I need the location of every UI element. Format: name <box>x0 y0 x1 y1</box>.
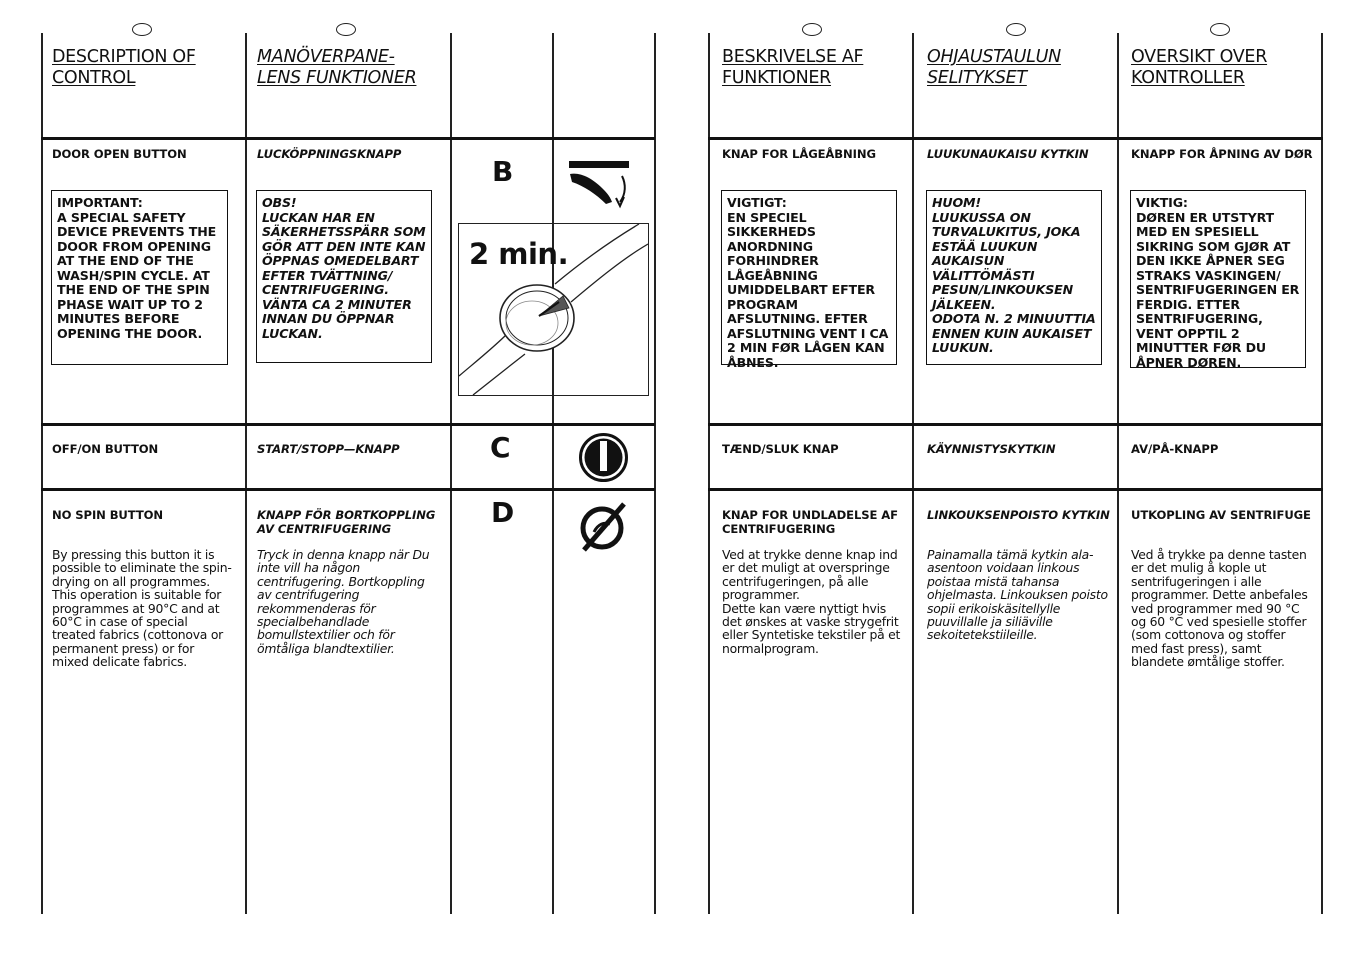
onoff-heading-en: OFF/ON BUTTON <box>52 442 159 456</box>
nospin-heading-da: KNAP FOR UNDLADELSE AF CENTRIFUGERING <box>722 508 898 536</box>
column-divider <box>450 33 452 914</box>
label-d: D <box>491 496 515 529</box>
page-title-fi: OHJAUSTAULUN SELITYKSET <box>927 47 1061 88</box>
binder-hole-icon <box>336 23 356 36</box>
watch-illustration <box>458 223 649 396</box>
door-notice-sv: OBS! LUCKAN HAR EN SÄKERHETSSPÄRR SOM GÖR ATT DEN INTE KAN ÖPPNAS OMEDELBART EFTER TVÄTTNING/ CENTRIFUGERING. VÄNTA CA 2 MINUTER INNAN DU ÖPPNAR LUCKAN. <box>256 190 432 363</box>
binder-hole-icon <box>1210 23 1230 36</box>
two-minutes-label: 2 min. <box>469 237 569 271</box>
page-title-sv: MANÖVERPANE- LENS FUNKTIONER <box>257 47 417 88</box>
label-c: C <box>490 431 511 464</box>
column-divider <box>708 33 710 914</box>
door-open-heading-da: KNAP FOR LÅGEÅBNING <box>722 147 876 161</box>
binder-hole-icon <box>802 23 822 36</box>
nospin-heading-no: UTKOPLING AV SENTRIFUGE <box>1131 508 1311 522</box>
page-title-en: DESCRIPTION OF CONTROL <box>52 47 196 88</box>
no-spin-icon <box>578 500 630 554</box>
row-divider <box>41 137 655 140</box>
nospin-text-no: Ved å trykke pa denne tasten er det mulig å kople ut sentrifugeringen i alle programmer. Dette anbefales ved programmer med 90 °C og 60 °C ved spesielle stoffer (som cottonova og stoffer med fast press), samt blandete ømtålige stoffer. <box>1131 547 1308 670</box>
binder-hole-icon <box>1006 23 1026 36</box>
door-notice-no: VIKTIG: DØREN ER UTSTYRT MED EN SPESIELL SIKRING SOM GJØR AT DEN IKKE ÅPNER SEG STRAKS VASKINGEN/ SENTRIFUGERINGEN ER FERDIG. ETTER SENTRIFUGERING, VENT OPPTIL 2 MINUTTER FØR DU ÅPNER DØREN. <box>1130 190 1306 368</box>
label-b: B <box>492 155 514 188</box>
nospin-heading-en: NO SPIN BUTTON <box>52 508 163 522</box>
nospin-heading-sv: KNAPP FÖR BORTKOPPLING AV CENTRIFUGERING <box>257 508 436 536</box>
onoff-heading-no: AV/PÅ-KNAPP <box>1131 442 1219 456</box>
column-divider <box>245 33 247 914</box>
column-divider <box>654 33 656 914</box>
column-divider <box>912 33 914 914</box>
column-divider <box>552 33 554 914</box>
door-notice-fi: HUOM! LUUKUSSA ON TURVALUKITUS, JOKA ESTÄÄ LUUKUN AUKAISUN VÄLITTÖMÄSTI PESUN/LINKOUKSEN JÄLKEEN. ODOTA N. 2 MINUUTTIA ENNEN KUIN AUKAISET LUUKUN. <box>926 190 1102 365</box>
page-title-no: OVERSIKT OVER KONTROLLER <box>1131 47 1268 88</box>
onoff-heading-sv: START/STOPP—KNAPP <box>257 442 400 456</box>
door-open-heading-fi: LUUKUNAUKAISU KYTKIN <box>927 147 1089 161</box>
nospin-text-sv: Tryck in denna knapp när Du inte vill ha någon centrifugering. Bortkoppling av centrifugering rekommenderas för specialbehandlade bomullstextilier och för ömtåliga blandtextilier. <box>257 547 430 656</box>
column-divider <box>1117 33 1119 914</box>
row-divider <box>41 423 655 426</box>
door-open-heading-en: DOOR OPEN BUTTON <box>52 147 187 161</box>
power-icon <box>578 432 629 483</box>
door-open-heading-no: KNAPP FOR ÅPNING AV DØR <box>1131 147 1313 161</box>
nospin-text-da: Ved at trykke denne knap ind er det muligt at overspringe centrifugeringen, på alle programmer. Dette kan være nyttigt hvis det ønskes at vaske strygefrit eller Syntetiske tekstiler på et normalprogram. <box>722 547 901 656</box>
onoff-heading-fi: KÄYNNISTYSKYTKIN <box>927 442 1056 456</box>
door-notice-da: VIGTIGT: EN SPECIEL SIKKERHEDS ANORDNING FORHINDRER LÅGEÅBNING UMIDDELBART EFTER PROGRAM AFSLUTNING. EFTER AFSLUTNING VENT I CA 2 MIN FØR LÅGEN KAN ÅBNES. <box>721 190 897 365</box>
row-divider <box>708 488 1323 491</box>
binder-hole-icon <box>132 23 152 36</box>
page-title-da: BESKRIVELSE AF FUNKTIONER <box>722 47 864 88</box>
nospin-text-fi: Painamalla tämä kytkin ala-asentoon voidaan linkous poistaa mistä tahansa ohjelmasta. Linkouksen poisto sopii erikoiskäsitellylle puuvillalle ja siliäville sekoitetekstiileille. <box>927 547 1108 643</box>
row-divider <box>41 488 655 491</box>
door-notice-en: IMPORTANT: A SPECIAL SAFETY DEVICE PREVENTS THE DOOR FROM OPENING AT THE END OF THE WASH/SPIN CYCLE. AT THE END OF THE SPIN PHASE WAIT UP TO 2 MINUTES BEFORE OPENING THE DOOR. <box>51 190 228 365</box>
row-divider <box>708 137 1323 140</box>
nospin-heading-fi: LINKOUKSENPOISTO KYTKIN <box>927 508 1110 522</box>
column-divider <box>1321 33 1323 914</box>
nospin-text-en: By pressing this button it is possible to eliminate the spin-drying on all programmes. This operation is suitable for programmes at 90°C and at 60°C in case of special treated fabrics (cottonova or permanent press) or for mixed delicate fabrics. <box>52 547 232 670</box>
onoff-heading-da: TÆND/SLUK KNAP <box>722 442 839 456</box>
door-open-icon <box>566 158 632 214</box>
column-divider <box>41 33 43 914</box>
row-divider <box>708 423 1323 426</box>
door-open-heading-sv: LUCKÖPPNINGSKNAPP <box>257 147 402 161</box>
